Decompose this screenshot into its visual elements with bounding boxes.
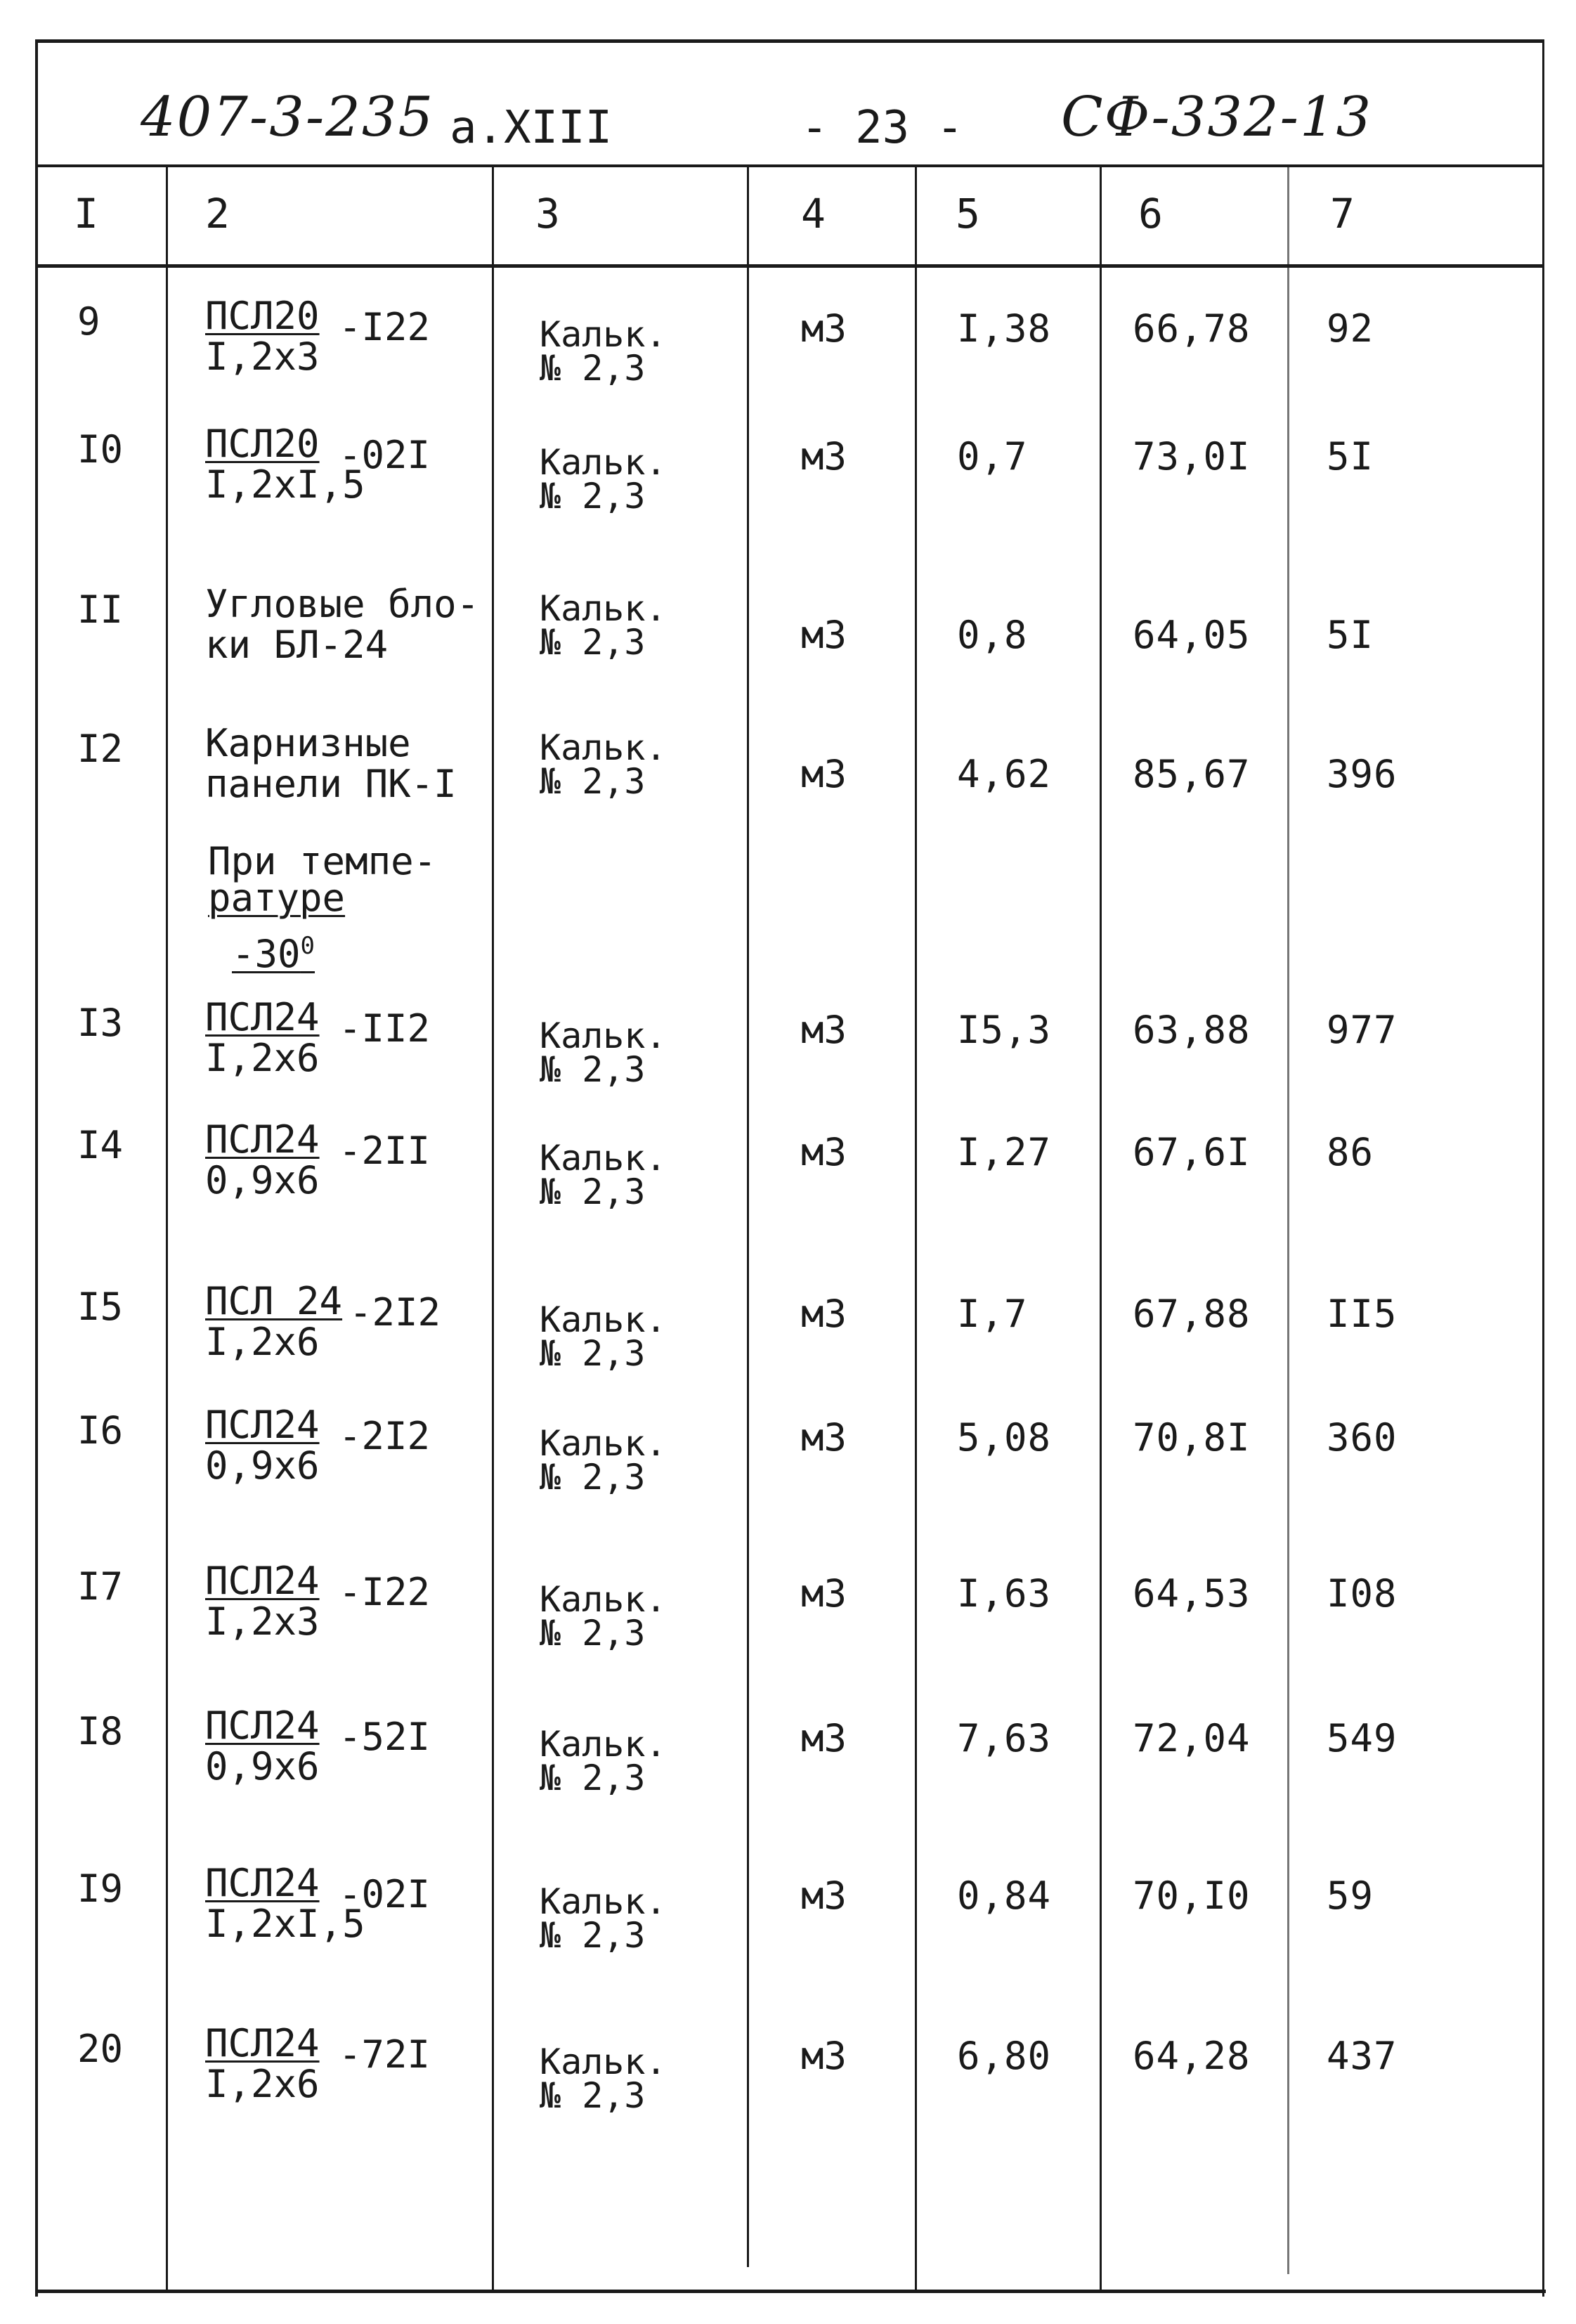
- doc-ref-label: Кальк.: [540, 2041, 667, 2082]
- total-cost: 86: [1327, 1130, 1374, 1174]
- item-name: ПСЛ24: [205, 1403, 320, 1447]
- doc-ref-label: Кальк.: [540, 442, 667, 483]
- doc-ref-number: № 2,3: [540, 1758, 646, 1798]
- doc-ref-label: Кальк.: [540, 1015, 667, 1056]
- header-divider: [37, 164, 1544, 167]
- bottom-border: [35, 2290, 1546, 2293]
- row-number: I2: [77, 727, 124, 771]
- item-size: I,2x6: [205, 1320, 320, 1364]
- note-degree-sign: 0: [300, 932, 315, 960]
- doc-ref-number: № 2,3: [540, 622, 646, 663]
- unit-price: 70,I0: [1133, 1874, 1251, 1918]
- doc-ref-label: Кальк.: [540, 1138, 667, 1179]
- item-mark-suffix: -II2: [339, 1006, 431, 1051]
- quantity: 6,80: [957, 2034, 1052, 2078]
- item-name: Угловые бло-: [205, 582, 480, 626]
- doc-ref-number: № 2,3: [540, 1171, 646, 1212]
- quantity: 0,7: [957, 434, 1028, 479]
- item-size: I,2x6: [205, 1036, 320, 1080]
- item-name: ПСЛ24: [205, 1559, 320, 1603]
- total-cost: 396: [1327, 752, 1398, 796]
- doc-ref-label: Кальк.: [540, 1299, 667, 1340]
- item-size: 0,9x6: [205, 1744, 320, 1789]
- item-mark-suffix: -52I: [339, 1715, 431, 1759]
- unit: м3: [801, 1008, 847, 1052]
- quantity: 0,84: [957, 1874, 1052, 1918]
- note-line-2: ратуре: [208, 876, 346, 920]
- item-size: I,2x6: [205, 2062, 320, 2106]
- item-name: ПСЛ24: [205, 1861, 320, 1905]
- item-name: ПСЛ24: [205, 1703, 320, 1748]
- column-header-divider: [37, 264, 1544, 268]
- row-number: I6: [77, 1408, 124, 1453]
- row-number: I8: [77, 1709, 124, 1753]
- row-number: I3: [77, 1001, 124, 1045]
- item-mark-suffix: -2II: [339, 1129, 431, 1173]
- unit: м3: [801, 613, 847, 657]
- unit-price: 66,78: [1133, 306, 1251, 351]
- doc-ref-number: № 2,3: [540, 761, 646, 802]
- quantity: 4,62: [957, 752, 1052, 796]
- item-mark-suffix: -I22: [339, 1570, 431, 1614]
- doc-ref-label: Кальк.: [540, 1881, 667, 1922]
- doc-ref-label: Кальк.: [540, 1423, 667, 1464]
- doc-ref-label: Кальк.: [540, 588, 667, 629]
- quantity: 7,63: [957, 1716, 1052, 1760]
- item-name: ПСЛ20: [205, 294, 320, 338]
- item-size: 0,9x6: [205, 1158, 320, 1202]
- doc-ref-number: № 2,3: [540, 476, 646, 517]
- album-number: а.XIII: [450, 102, 613, 154]
- unit-price: 85,67: [1133, 752, 1251, 796]
- item-size: ки БЛ-24: [205, 623, 389, 667]
- row-number: II: [77, 588, 124, 632]
- total-cost: 92: [1327, 306, 1374, 351]
- unit: м3: [801, 1415, 847, 1460]
- item-mark-suffix: -02I: [339, 433, 431, 477]
- unit-price: 70,8I: [1133, 1415, 1251, 1460]
- unit: м3: [801, 1716, 847, 1760]
- unit-price: 72,04: [1133, 1716, 1251, 1760]
- item-name: ПСЛ20: [205, 422, 320, 466]
- unit-price: 73,0I: [1133, 434, 1251, 479]
- row-number: 20: [77, 2027, 124, 2071]
- item-mark-suffix: -2I2: [349, 1290, 441, 1335]
- column-header-2: 2: [205, 190, 230, 238]
- item-name: Карнизные: [205, 721, 411, 765]
- column-divider-5: [1100, 166, 1102, 2291]
- column-header-7: 7: [1330, 190, 1355, 238]
- quantity: I,27: [957, 1130, 1052, 1174]
- item-size: I,2xI,5: [205, 462, 365, 507]
- doc-ref-label: Кальк.: [540, 1724, 667, 1765]
- doc-ref-number: № 2,3: [540, 1613, 646, 1654]
- doc-ref-number: № 2,3: [540, 2075, 646, 2116]
- item-mark-suffix: -72I: [339, 2032, 431, 2077]
- doc-ref-number: № 2,3: [540, 1915, 646, 1956]
- total-cost: 59: [1327, 1874, 1374, 1918]
- column-divider-2: [492, 166, 494, 2291]
- total-cost: 437: [1327, 2034, 1398, 2078]
- quantity: I,63: [957, 1571, 1052, 1616]
- total-cost: 549: [1327, 1716, 1398, 1760]
- note-line-3: [232, 926, 336, 974]
- unit-price: 67,88: [1133, 1292, 1251, 1336]
- item-size: I,2x3: [205, 1599, 320, 1644]
- unit-price: 67,6I: [1133, 1130, 1251, 1174]
- column-divider-6: [1287, 166, 1289, 2274]
- unit: м3: [801, 2034, 847, 2078]
- row-number: I0: [77, 427, 124, 472]
- total-cost: 360: [1327, 1415, 1398, 1460]
- item-size: I,2xI,5: [205, 1902, 365, 1946]
- item-mark-suffix: -2I2: [339, 1414, 431, 1458]
- column-divider-1: [166, 166, 168, 2291]
- unit-price: 64,05: [1133, 613, 1251, 657]
- item-mark-suffix: -02I: [339, 1872, 431, 1916]
- row-number: I9: [77, 1867, 124, 1911]
- column-divider-3: [747, 166, 749, 2267]
- column-header-1: I: [74, 190, 98, 238]
- note-line-1: При темпе-: [208, 839, 437, 883]
- unit: м3: [801, 752, 847, 796]
- row-number: I7: [77, 1564, 124, 1609]
- document-code: 407-3-235: [141, 86, 435, 149]
- unit-price: 63,88: [1133, 1008, 1251, 1052]
- doc-ref-number: № 2,3: [540, 1333, 646, 1374]
- column-header-6: 6: [1138, 190, 1163, 238]
- unit: м3: [801, 1571, 847, 1616]
- row-number: I5: [77, 1285, 124, 1329]
- row-number: 9: [77, 299, 100, 344]
- unit: м3: [801, 1292, 847, 1336]
- item-size: панели ПК-I: [205, 762, 457, 806]
- column-header-4: 4: [801, 190, 826, 238]
- total-cost: I08: [1327, 1571, 1398, 1616]
- unit: м3: [801, 1874, 847, 1918]
- total-cost: 977: [1327, 1008, 1398, 1052]
- doc-ref-label: Кальк.: [540, 1579, 667, 1620]
- note-temperature: -30: [232, 932, 301, 976]
- item-name: ПСЛ24: [205, 995, 320, 1039]
- unit: м3: [801, 1130, 847, 1174]
- doc-ref-number: № 2,3: [540, 1457, 646, 1498]
- column-header-3: 3: [535, 190, 560, 238]
- column-divider-4: [915, 166, 917, 2291]
- quantity: I,7: [957, 1292, 1028, 1336]
- column-header-5: 5: [956, 190, 980, 238]
- unit-price: 64,53: [1133, 1571, 1251, 1616]
- total-cost: 5I: [1327, 434, 1374, 479]
- item-name: ПСЛ24: [205, 1117, 320, 1162]
- unit-price: 64,28: [1133, 2034, 1251, 2078]
- page-number: - 23 -: [801, 102, 964, 154]
- sheet-code: СФ-332-13: [1061, 86, 1373, 149]
- quantity: 0,8: [957, 613, 1028, 657]
- row-number: I4: [77, 1123, 124, 1167]
- item-size: 0,9x6: [205, 1443, 320, 1488]
- unit: м3: [801, 434, 847, 479]
- item-name: ПСЛ24: [205, 2021, 320, 2065]
- unit: м3: [801, 306, 847, 351]
- quantity: 5,08: [957, 1415, 1052, 1460]
- doc-ref-number: № 2,3: [540, 348, 646, 389]
- quantity: I,38: [957, 306, 1052, 351]
- item-size: I,2x3: [205, 335, 320, 379]
- doc-ref-number: № 2,3: [540, 1049, 646, 1090]
- item-mark-suffix: -I22: [339, 305, 431, 349]
- item-name: ПСЛ 24: [205, 1279, 343, 1323]
- quantity: I5,3: [957, 1008, 1052, 1052]
- doc-ref-label: Кальк.: [540, 314, 667, 355]
- total-cost: II5: [1327, 1292, 1398, 1336]
- doc-ref-label: Кальк.: [540, 727, 667, 768]
- total-cost: 5I: [1327, 613, 1374, 657]
